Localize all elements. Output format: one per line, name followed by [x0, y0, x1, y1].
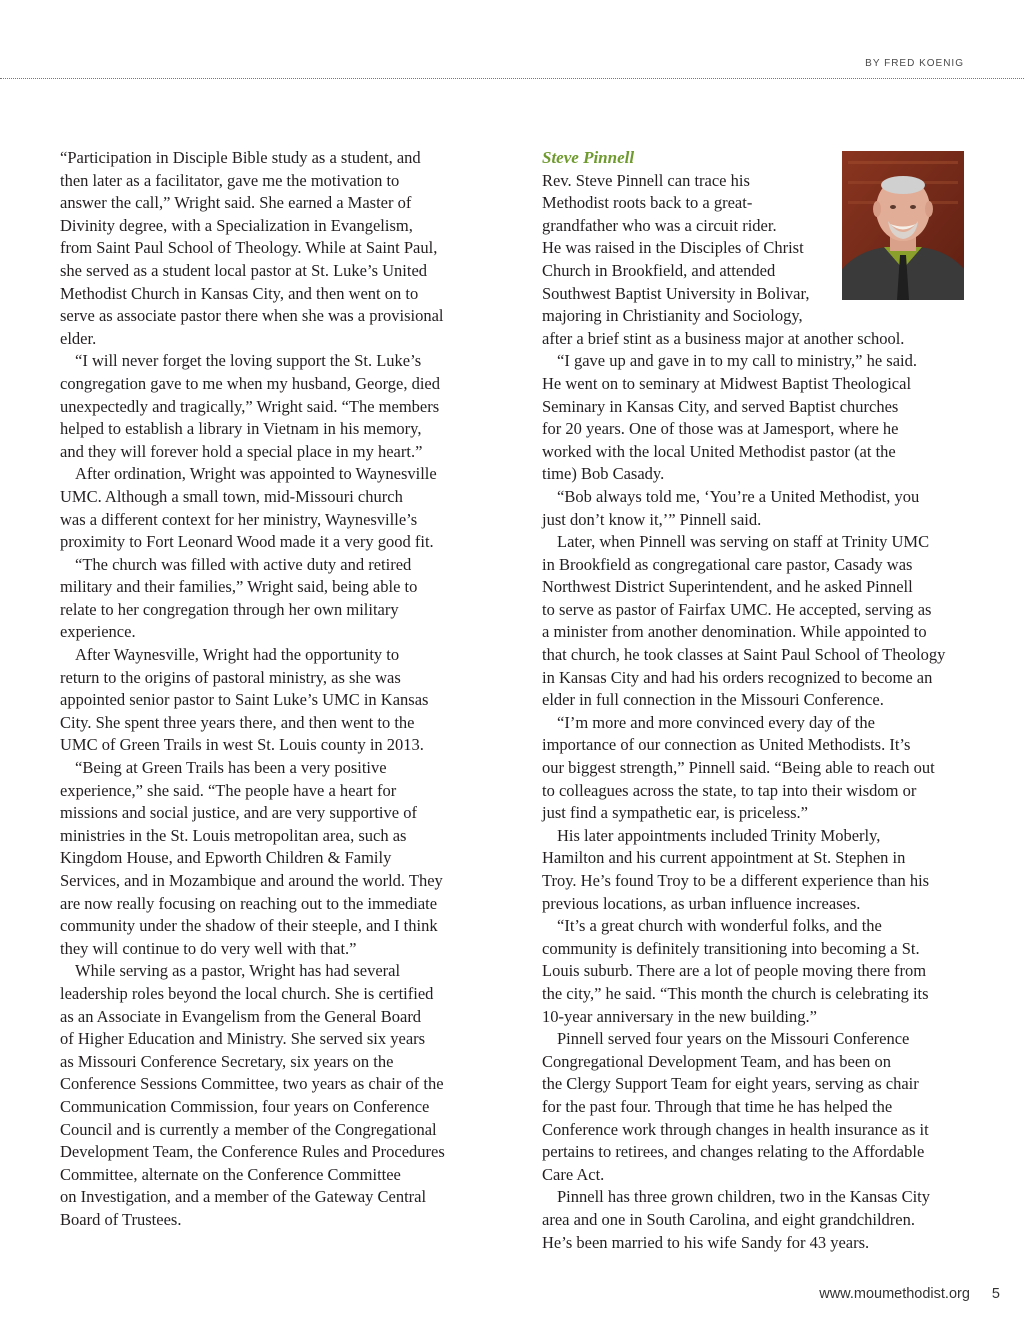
text-line: Methodist roots back to a great-	[542, 193, 753, 213]
text-line: just find a sympathetic ear, is priceless.”	[542, 803, 809, 823]
text-line: of Higher Education and Ministry. She served six years	[60, 1029, 426, 1049]
page-number: 5	[991, 1286, 1000, 1302]
text-line: City. She spent three years there, and then went to the	[60, 712, 415, 732]
text-line: “Being at Green Trails has been a very positive	[75, 758, 387, 778]
text-line: Hamilton and his current appointment at St. Stephen in	[542, 848, 906, 868]
text-line: in Brookfield as congregational care pastor, Casady was	[542, 554, 913, 574]
text-line: time) Bob Casady.	[542, 464, 665, 484]
text-line: He went on to seminary at Midwest Baptist Theological	[542, 373, 912, 393]
text-line: helped to establish a library in Vietnam in his memory,	[60, 419, 422, 439]
text-line: on Investigation, and a member of the Gateway Central	[60, 1187, 427, 1207]
text-line: missions and social justice, and are very supportive of	[60, 803, 417, 823]
text-line: Methodist Church in Kansas City, and then went on to	[60, 283, 419, 303]
text-line: community is definitely transitioning into becoming a St.	[542, 938, 920, 958]
text-line: proximity to Fort Leonard Wood made it a very good fit.	[60, 532, 434, 552]
text-line: While serving as a pastor, Wright has had several	[75, 961, 401, 981]
text-line: Seminary in Kansas City, and served Baptist churches	[542, 396, 899, 416]
text-line: Council and is currently a member of the Congregational	[60, 1119, 437, 1139]
text-line: After ordination, Wright was appointed to Waynesville	[75, 464, 437, 484]
text-line: pertains to retirees, and changes relating to the Affordable	[542, 1142, 925, 1162]
text-line: she served as a student local pastor at St. Luke’s United	[60, 260, 428, 280]
text-line: for 20 years. One of those was at Jamesport, where he	[542, 419, 899, 439]
text-line: and they will forever hold a special place in my heart.”	[60, 441, 423, 461]
text-line: Conference Sessions Committee, two years as chair of the	[60, 1074, 444, 1094]
text-line: they will continue to do very well with that.”	[60, 938, 357, 958]
text-line: previous locations, as urban influence increases.	[542, 893, 861, 913]
text-line: grandfather who was a circuit rider.	[542, 215, 777, 235]
text-line: Development Team, the Conference Rules and Procedures	[60, 1142, 445, 1162]
text-line: Services, and in Mozambique and around the world. They	[60, 871, 443, 890]
text-line: to colleagues across the state, to tap into their wisdom or	[542, 780, 917, 800]
text-line: Pinnell has three grown children, two in the Kansas City	[557, 1187, 931, 1207]
right-column	[542, 147, 967, 1254]
text-line: a minister from another denomination. While appointed to	[542, 622, 927, 642]
text-line: to serve as pastor of Fairfax UMC. He accepted, serving as	[542, 599, 932, 619]
text-line: Conference work through changes in health insurance as it	[542, 1119, 929, 1139]
text-line: Committee, alternate on the Conference Committee	[60, 1164, 401, 1184]
text-line: UMC of Green Trails in west St. Louis county in 2013.	[60, 735, 424, 755]
text-line: His later appointments included Trinity Moberly,	[557, 825, 881, 845]
text-line: “It’s a great church with wonderful folks, and the	[557, 916, 882, 936]
text-line: leadership roles beyond the local church. She is certified	[60, 983, 434, 1003]
text-line: was a different context for her ministry, Waynesville’s	[60, 509, 418, 529]
text-line: after a brief stint as a business major at another school.	[542, 328, 905, 348]
text-line: as Missouri Conference Secretary, six years on the	[60, 1051, 394, 1071]
text-line: in Kansas City and had his orders recognized to become an	[542, 667, 933, 687]
byline: BY FRED KOENIG	[865, 58, 964, 69]
text-line: Board of Trustees.	[60, 1209, 182, 1229]
text-line: He was raised in the Disciples of Christ	[542, 238, 804, 258]
text-line: answer the call,” Wright said. She earned a Master of	[60, 193, 412, 213]
text-line: appointed senior pastor to Saint Luke’s UMC in Kansas	[60, 690, 429, 710]
text-line: congregation gave to me when my husband, George, died	[60, 373, 441, 393]
text-line: Northwest District Superintendent, and he asked Pinnell	[542, 577, 913, 597]
text-line: Care Act.	[542, 1164, 605, 1184]
header-divider	[0, 78, 1024, 79]
text-line: “I’m more and more convinced every day of the	[557, 712, 875, 732]
text-line: “I will never forget the loving support the St. Luke’s	[75, 351, 422, 371]
text-line: “Bob always told me, ‘You’re a United Methodist, you	[557, 486, 920, 506]
text-line: After Waynesville, Wright had the opportunity to	[75, 645, 400, 665]
text-line: as an Associate in Evangelism from the General Board	[60, 1006, 422, 1026]
text-line: Kingdom House, and Epworth Children & Family	[60, 848, 392, 868]
text-line: 10-year anniversary in the new building.”	[542, 1006, 817, 1026]
left-column	[60, 147, 485, 1232]
text-line: then later as a facilitator, gave me the motivation to	[60, 170, 400, 190]
text-line: majoring in Christianity and Sociology,	[542, 306, 803, 326]
section-heading: Steve Pinnell	[542, 148, 635, 167]
text-line: for the past four. Through that time he has helped the	[542, 1096, 893, 1116]
text-line: are now really focusing on reaching out to the immediate	[60, 893, 438, 913]
text-line: that church, he took classes at Saint Paul School of Theology	[542, 645, 946, 665]
text-line: Louis suburb. There are a lot of people moving there from	[542, 961, 927, 981]
text-line: serve as associate pastor there when she was a provisional	[60, 306, 444, 326]
footer-url: www.moumethodist.org	[819, 1286, 970, 1302]
text-line: worked with the local United Methodist pastor (at the	[542, 441, 896, 461]
page-footer	[700, 1286, 1000, 1302]
text-line: military and their families,” Wright said, being able to	[60, 577, 418, 597]
text-line: experience,” she said. “The people have a heart for	[60, 780, 397, 800]
text-line: ministries in the St. Louis metropolitan area, such as	[60, 825, 407, 845]
text-line: “I gave up and gave in to my call to ministry,” he said.	[557, 351, 917, 371]
text-line: relate to her congregation through her own military	[60, 599, 399, 619]
text-line: from Saint Paul School of Theology. While at Saint Paul,	[60, 238, 438, 258]
text-line: community under the shadow of their steeple, and I think	[60, 916, 438, 936]
text-line: Communication Commission, four years on Conference	[60, 1096, 430, 1116]
text-line: Church in Brookfield, and attended	[542, 260, 776, 280]
text-line: Southwest Baptist University in Bolivar,	[542, 283, 810, 303]
portrait-illustration	[842, 151, 964, 300]
text-line: Congregational Development Team, and has been on	[542, 1051, 892, 1071]
text-line: Divinity degree, with a Specialization in Evangelism,	[60, 215, 413, 235]
text-line: elder.	[60, 328, 97, 348]
text-line: “The church was filled with active duty and retired	[75, 554, 412, 574]
text-line: “Participation in Disciple Bible study as a student, and	[60, 148, 421, 167]
text-line: He’s been married to his wife Sandy for 43 years.	[542, 1232, 870, 1252]
text-line: experience.	[60, 622, 136, 642]
text-line: the Clergy Support Team for eight years, serving as chair	[542, 1074, 919, 1094]
portrait-photo	[842, 151, 964, 300]
text-line: elder in full connection in the Missouri Conference.	[542, 690, 884, 710]
text-line: the city,” he said. “This month the church is celebrating its	[542, 983, 929, 1003]
text-line: just don’t know it,’” Pinnell said.	[542, 509, 762, 529]
text-line: Pinnell served four years on the Missouri Conference	[557, 1029, 910, 1049]
text-line: importance of our connection as United Methodists. It’s	[542, 735, 911, 755]
text-line: unexpectedly and tragically,” Wright said. “The members	[60, 396, 440, 416]
text-line: return to the origins of pastoral ministry, as she was	[60, 667, 401, 687]
text-line: Rev. Steve Pinnell can trace his	[542, 170, 750, 190]
text-line: our biggest strength,” Pinnell said. “Being able to reach out	[542, 758, 935, 778]
text-line: UMC. Although a small town, mid-Missouri church	[60, 486, 403, 506]
text-line: Troy. He’s found Troy to be a different experience than his	[542, 871, 930, 890]
text-line: area and one in South Carolina, and eight grandchildren.	[542, 1209, 915, 1229]
text-line: Later, when Pinnell was serving on staff at Trinity UMC	[557, 532, 930, 552]
